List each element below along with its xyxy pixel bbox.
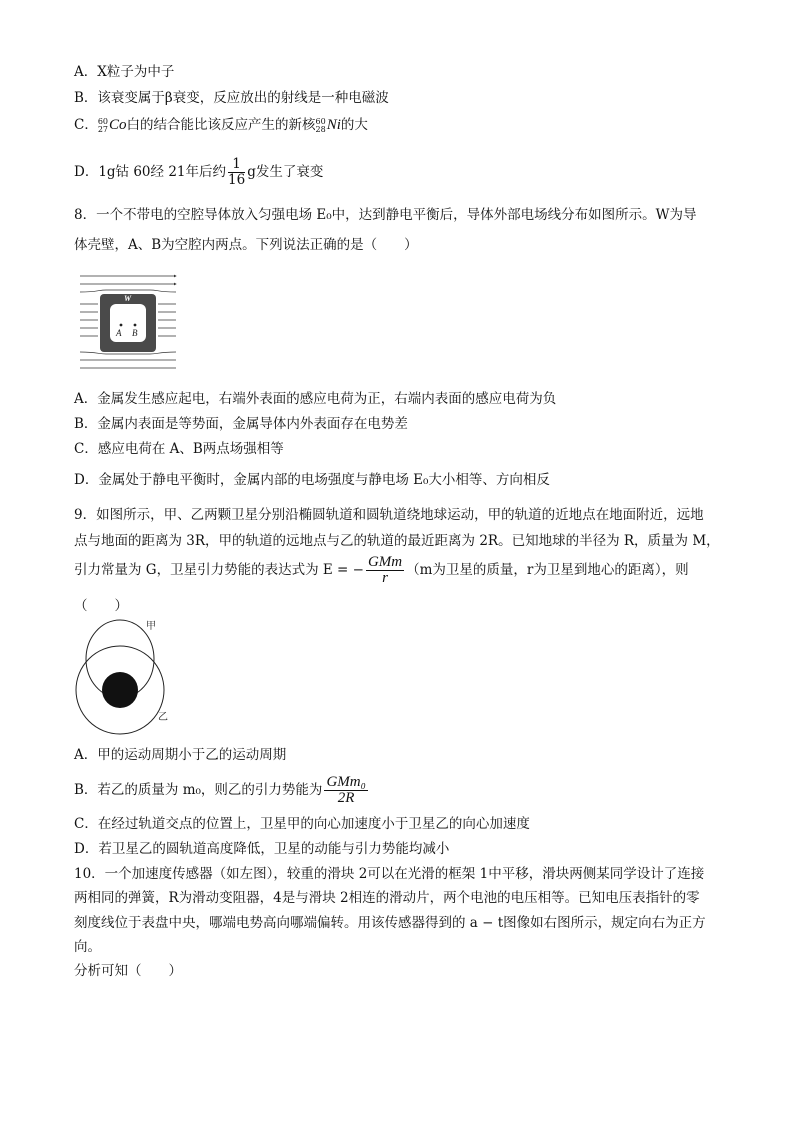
q10-stem-line2: 两相同的弹簧，R为滑动变阻器，4是与滑块 2相连的滑动片，两个电池的电压相等。已知电压表指针的零	[74, 890, 700, 906]
q9-option-c: C．在经过轨道交点的位置上，卫星甲的向心加速度小于卫星乙的向心加速度	[74, 816, 530, 832]
isotope-co-symbol: Co	[109, 117, 127, 133]
q9-stem-line3	[74, 555, 689, 586]
earth	[102, 672, 138, 708]
q7-option-c-suffix: 的大	[340, 117, 368, 133]
conductor-field-figure	[78, 268, 178, 376]
label-b: B	[132, 328, 138, 338]
label-jia: 甲	[146, 621, 156, 632]
q7-option-c	[74, 116, 368, 134]
q7-option-b: B．该衰变属于β衰变，反应放出的射线是一种电磁波	[74, 90, 389, 106]
q9-stem-line4: （ ）	[74, 598, 128, 614]
q9-stem-line1: 9．如图所示，甲、乙两颗卫星分别沿椭圆轨道和圆轨道绕地球运动，甲的轨道的近地点在地面附近，远地	[74, 507, 704, 523]
q7-option-c-prefix: C．	[74, 117, 98, 133]
q10-stem-line5: 分析可知（ ）	[74, 963, 182, 979]
q8-option-a: A．金属发生感应起电，右端外表面的感应电荷为正，右端内表面的感应电荷为负	[74, 391, 557, 407]
label-w: W	[124, 294, 132, 303]
isotope-ni-symbol: Ni	[326, 117, 341, 133]
q8-stem-line2: 体壳壁，A、B为空腔内两点。下列说法正确的是（ ）	[74, 237, 418, 253]
q10-stem-line1: 10．一个加速度传感器（如左图），较重的滑块 2可以在光滑的框架 1中平移，滑块两侧某同学设计了连接	[74, 866, 705, 882]
q9-stem-line3-suffix: （m为卫星的质量，r为卫星到地心的距离），则	[406, 562, 689, 578]
q9-stem-line3-prefix: 引力常量为 G，卫星引力势能的表达式为 E = −	[74, 562, 364, 578]
label-a: A	[116, 328, 122, 338]
orbit-figure	[72, 616, 172, 738]
q7-option-d	[74, 157, 323, 188]
isotope-ni-numbers: 60 28	[315, 116, 326, 134]
q7-option-d-suffix: g发生了衰变	[247, 164, 324, 180]
q7-option-a: A．X粒子为中子	[74, 64, 175, 80]
q7-option-c-mid: 白的结合能比该反应产生的新核	[126, 117, 316, 133]
q10-stem-line4: 向。	[74, 939, 101, 955]
q9-option-d: D．若卫星乙的圆轨道高度降低，卫星的动能与引力势能均减小	[74, 841, 450, 857]
point-a	[120, 324, 123, 327]
fraction-gmm-r: $\frac{\text{GMm}}{r}$	[367, 554, 403, 586]
q9-option-b	[74, 775, 370, 806]
q8-option-d: D．金属处于静电平衡时，金属内部的电场强度与静电场 E₀大小相等、方向相反	[74, 472, 550, 488]
isotope-co-numbers: 60 27	[97, 116, 109, 134]
q9-stem-line2: 点与地面的距离为 3R，甲的轨道的远地点与乙的轨道的最近距离为 2R。已知地球的半径为 R，质量为 M，	[74, 533, 720, 549]
fraction-1-16: $\frac{1}{16}$	[228, 156, 246, 188]
q8-stem-line1: 8．一个不带电的空腔导体放入匀强电场 E₀中，达到静电平衡后，导体外部电场线分布如图所示。W为导	[74, 207, 697, 223]
fraction-gmm0-2r: $\frac{\text{GMm₀}}{2R}$	[326, 774, 366, 806]
q8-option-c: C．感应电荷在 A、B两点场强相等	[74, 441, 284, 457]
point-b	[134, 324, 137, 327]
q9-option-b-prefix: B．若乙的质量为 m₀，则乙的引力势能为	[74, 782, 323, 798]
q8-option-b: B．金属内表面是等势面，金属导体内外表面存在电势差	[74, 416, 408, 432]
q7-option-d-prefix: D．1g钴 60经 21年后约	[74, 164, 226, 180]
q9-option-a: A．甲的运动周期小于乙的运动周期	[74, 747, 287, 763]
label-yi: 乙	[158, 712, 168, 723]
q10-stem-line3: 刻度线位于表盘中央，哪端电势高向哪端偏转。用该传感器得到的 a − t图像如右图所示，规定向右为正方	[74, 915, 706, 931]
